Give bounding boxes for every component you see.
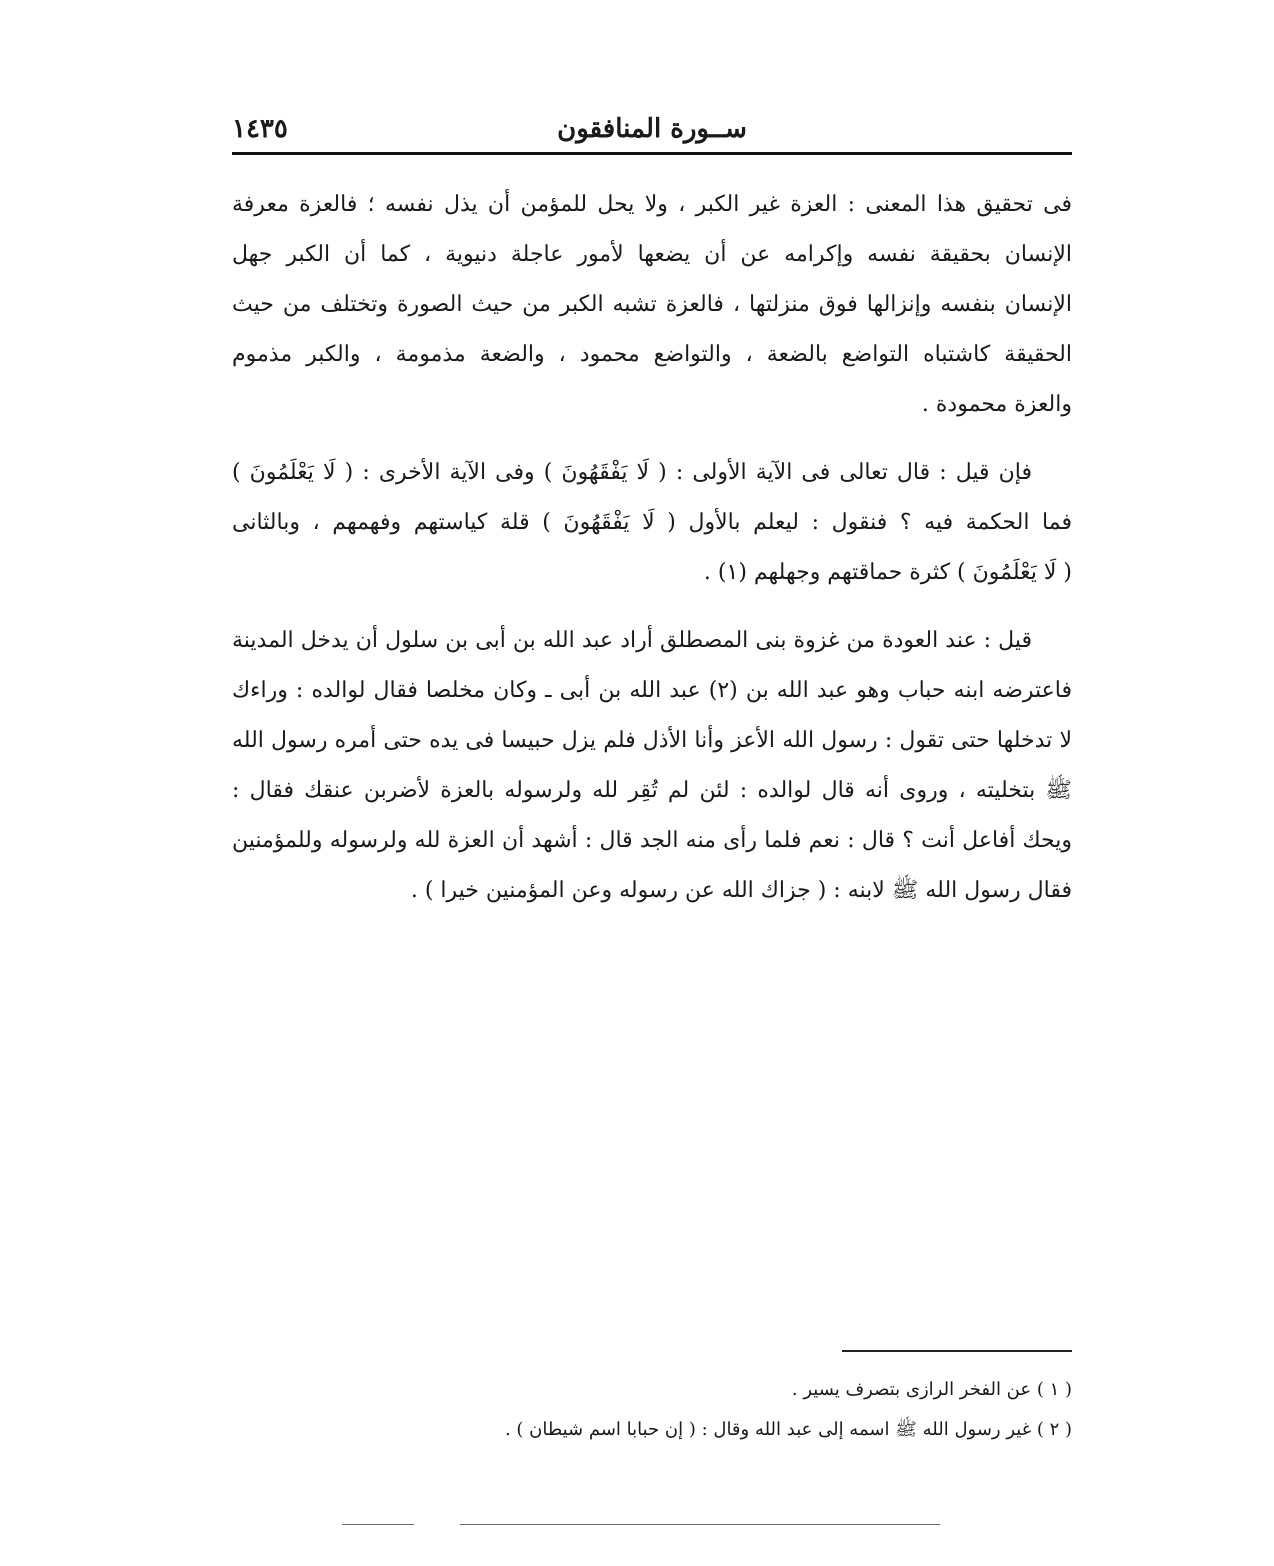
- text-line: ويحك أفاعل أنت ؟ قال : نعم فلما رأى منه الجد قال : أشهد أن العزة لله ولرسوله وللمؤمنين: [232, 828, 1072, 853]
- text-line: فاعترضه ابنه حباب وهو عبد الله بن (٢) عبد الله بن أبى ـ وكان مخلصا فقال لوالده : وراءك: [232, 678, 1072, 703]
- text-line: فما الحكمة فيه ؟ فنقول : ليعلم بالأول ( لَا يَفْقَهُونَ ) قلة كياستهم وفهمهم ، وبالثانى: [232, 510, 1072, 535]
- header-rule: [232, 152, 1072, 155]
- scan-artifact-line: [460, 1524, 940, 1525]
- surah-title: ســورة المنافقون: [557, 114, 747, 144]
- text-line: الإنسان بحقيقة نفسه وإكرامه عن أن يضعها لأمور عاجلة دنيوية ، كما أن الكبر جهل: [232, 242, 1072, 267]
- text-line: ﷺ بتخليته ، وروى أنه قال لوالده : لئن لم تُقِر لله ولرسوله بالعزة لأضربن عنقك فقال :: [232, 778, 1072, 803]
- footnotes: [232, 1370, 1072, 1450]
- text-line: لا تدخلها حتى تقول : رسول الله الأعز وأنا الأذل فلم يزل حبيسا فى يده حتى أمره رسول الله: [232, 728, 1072, 753]
- footnote-rule: [842, 1350, 1072, 1352]
- text-line: والعزة محمودة .: [921, 392, 1072, 417]
- text-line: فإن قيل : قال تعالى فى الآية الأولى : ( لَا يَفْقَهُونَ ) وفى الآية الأخرى : ( لَا يَعْلَمُونَ ): [232, 460, 1032, 485]
- text-line: الحقيقة كاشتباه التواضع بالضعة ، والتواضع محمود ، والضعة مذمومة ، والكبر مذموم: [232, 342, 1072, 367]
- paragraph-2: [232, 448, 1072, 598]
- text-line: الإنسان بنفسه وإنزالها فوق منزلتها ، فالعزة تشبه الكبر من حيث الصورة وتختلف من حيث: [232, 292, 1072, 317]
- book-page: [232, 110, 1072, 1530]
- text-line: ( لَا يَعْلَمُونَ ) كثرة حماقتهم وجهلهم (١) .: [703, 560, 1072, 585]
- page-header: [232, 110, 1072, 152]
- text-line: قيل : عند العودة من غزوة بنى المصطلق أراد عبد الله بن أبى بن سلول أن يدخل المدينة: [232, 628, 1032, 653]
- page-number: ١٤٣٥: [232, 114, 288, 144]
- text-line: فى تحقيق هذا المعنى : العزة غير الكبر ، ولا يحل للمؤمن أن يذل نفسه ؛ فالعزة معرفة: [232, 192, 1072, 217]
- text-line: فقال رسول الله ﷺ لابنه : ( جزاك الله عن رسوله وعن المؤمنين خيرا ) .: [410, 878, 1072, 903]
- footnote-1: ( ١ ) عن الفخر الرازى بتصرف يسير .: [791, 1379, 1072, 1400]
- scan-artifact-line: [342, 1524, 414, 1525]
- body-text: [232, 180, 1072, 916]
- paragraph-3: [232, 616, 1072, 916]
- footnote-2: ( ٢ ) غير رسول الله ﷺ اسمه إلى عبد الله وقال : ( إن حبابا اسم شيطان ) .: [504, 1419, 1072, 1440]
- paragraph-1: [232, 180, 1072, 430]
